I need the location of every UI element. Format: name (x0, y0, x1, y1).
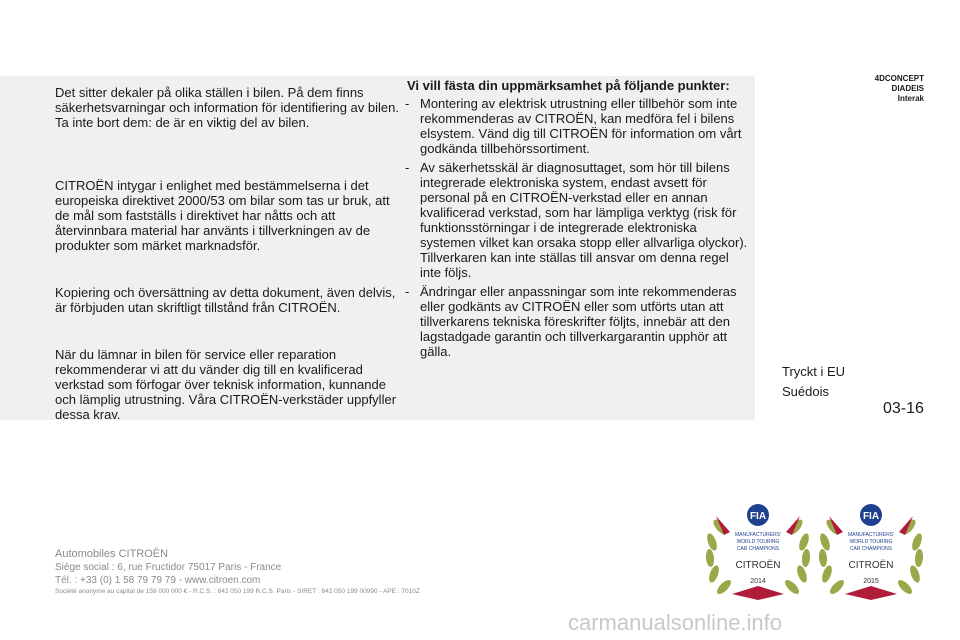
list-item-text: Montering av elektrisk utrustning eller tillbehör som inte rekommenderas av CITROËN, kan medföra fel i bilens elsystem. Vänd dig till CITROËN för information om vårt godkända tillbehörssortiment. (420, 96, 742, 156)
badge-title-1: MANUFACTURERS' (735, 532, 781, 538)
list-item-text: Av säkerhetsskäl är diagnosuttaget, som hör till bilens integrerade elektroniska system, endast avsett för personal på en CITROËN-verkstad eller en annan kvalificerad verkstad, som har lämpliga verktyg (risk för funktionsstörningar i de integrerade elektroniska systemen vilket kan orsaka stopp eller allvarliga olyckor). Tillverkaren kan inte ställas till ansvar om denna regel inte följs. (420, 160, 748, 280)
list-item (405, 160, 750, 280)
attention-heading: Vi vill fästa din uppmärksamhet på följande punkter: (407, 78, 730, 93)
production-meta (875, 74, 924, 104)
document-code: 03-16 (883, 400, 924, 417)
print-info (782, 362, 845, 402)
badge-year: 2015 (863, 578, 879, 585)
stickers-paragraph: Det sitter dekaler på olika ställen i bilen. På dem finns säkerhetsvarningar och information för identifiering av bilen. Ta inte bort dem: de är en viktig del av bilen. (55, 85, 399, 130)
right-column (405, 78, 750, 363)
fia-label: FIA (862, 511, 880, 522)
copyright-paragraph: Kopiering och översättning av detta dokument, även delvis, är förbjuden utan skriftligt tillstånd från CITROËN. (55, 285, 396, 315)
badge-year: 2014 (750, 578, 766, 585)
fia-label: FIA (749, 511, 767, 522)
recycling-paragraph: CITROËN intygar i enlighet med bestämmelserna i det europeiska direktivet 2000/53 om bilar som tas ur bruk, att de mål som fastställs i direktivet har nåtts och att återvinnbara material har använts i tillverkningen av de produkter som märket marknadsför. (55, 178, 390, 253)
championship-badge-2015 (815, 502, 927, 602)
badge-brand: CITROËN (735, 560, 781, 571)
footer (55, 548, 420, 596)
printed-in: Tryckt i EU (782, 364, 846, 379)
company-contact: Tél. : +33 (0) 1 58 79 79 79 - www.citroen.com (55, 575, 261, 586)
dash-marker: - (405, 96, 410, 111)
watermark: carmanualsonline.info (568, 610, 783, 635)
meta-line-3: Interak (897, 94, 924, 103)
badge-title-3: CAR CHAMPIONS (849, 546, 893, 552)
laurel-emblem-icon (702, 502, 814, 602)
badge-title-1: MANUFACTURERS' (848, 532, 894, 538)
laurel-emblem-icon (815, 502, 927, 602)
list-item (405, 96, 750, 156)
language-label: Suédois (782, 384, 829, 399)
badge-title-3: CAR CHAMPIONS (736, 546, 780, 552)
list-item-text: Ändringar eller anpassningar som inte rekommenderas eller godkänts av CITROËN eller som utförts utan att tillverkarens tekniska föreskrifter följts, innebär att den lagstadgade garantin och tillverkargarantin upphör att gälla. (420, 284, 737, 359)
service-paragraph: När du lämnar in bilen för service eller reparation rekommenderar vi att du vänder dig till en kvalificerad verkstad som förfogar över teknisk information, kunnande och lämplig utrustning. Våra CITROËN-verkstäder uppfyller dessa krav. (55, 347, 397, 422)
meta-line-2: DIADEIS (891, 84, 924, 93)
company-address: Siège social : 6, rue Fructidor 75017 Paris - France (55, 562, 282, 573)
dash-marker: - (405, 160, 410, 175)
meta-line-1: 4DCONCEPT (874, 74, 924, 83)
company-name: Automobiles CITROËN (55, 548, 169, 560)
badge-brand: CITROËN (848, 560, 894, 571)
badge-title-2: WORLD TOURING (736, 539, 780, 545)
attention-list (405, 96, 750, 359)
dash-marker: - (405, 284, 410, 299)
company-legal: Société anonyme au capital de 159 000 000 € - R.C.S. : 642 050 199 R.C.S. Paris - SIRET : 642 050 199 00990 - APE : 7010Z (55, 588, 420, 595)
badge-title-2: WORLD TOURING (849, 539, 893, 545)
championship-badge-2014 (702, 502, 814, 602)
list-item (405, 284, 750, 359)
